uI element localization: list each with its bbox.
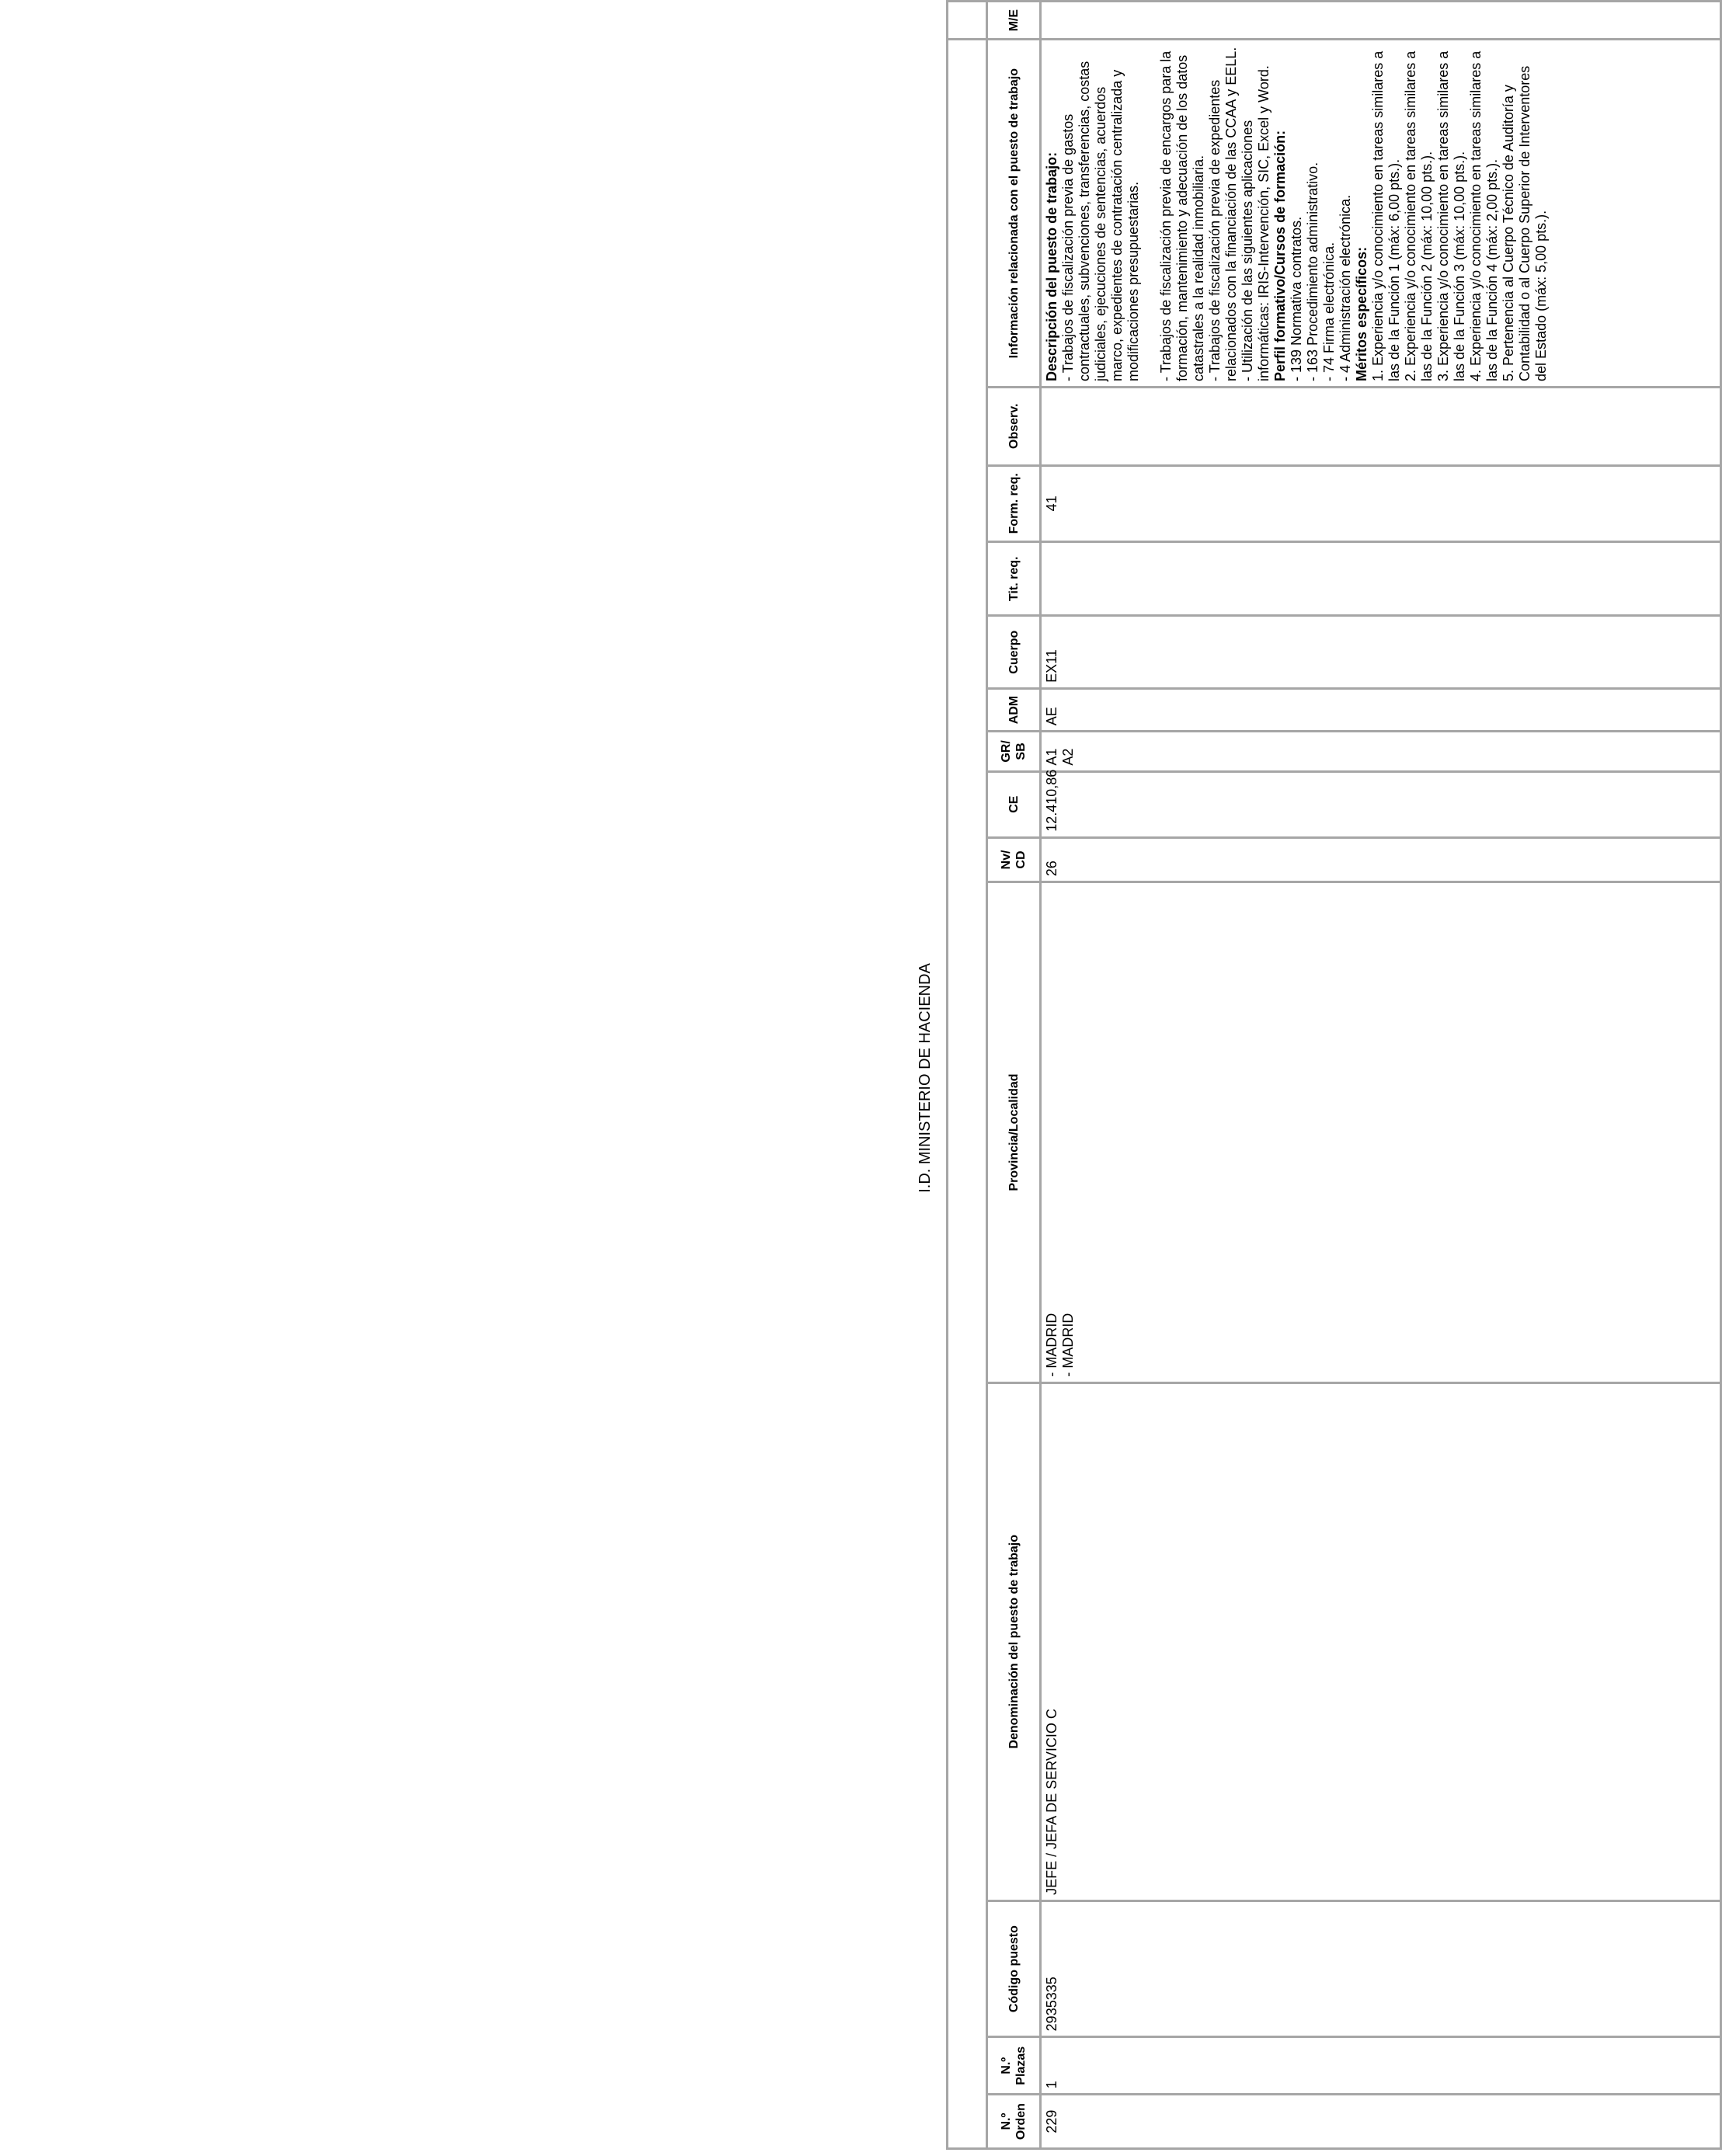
info-cell [1041, 40, 1721, 388]
top-spacer-cell [948, 40, 987, 2149]
col-info: Información relacionada con el puesto de trabajo [987, 40, 1041, 388]
col-denominacion: Denominación del puesto de trabajo [987, 1382, 1041, 1900]
perfil-item: - 163 Procedimiento administrativo. [1305, 162, 1320, 381]
header-row [987, 2, 1041, 2149]
ce-cell: 12.410,86 [1041, 771, 1721, 837]
table-row [1041, 2, 1721, 2149]
col-adm: ADM [987, 688, 1041, 731]
desc-item: - Trabajos de fiscalización previa de gastos contractuales, subvenciones, transferencias, costas judiciales, ejecuciones de sentencias, acuerdos marco, expedientes de contratación centralizada y modificaciones presupuestarias. [1060, 61, 1141, 381]
desc-title: Descripción del puesto de trabajo: [1044, 151, 1059, 381]
grupo-cell [1041, 732, 1721, 771]
plazas-cell: 1 [1041, 2037, 1721, 2095]
col-observ: Observ. [987, 387, 1041, 465]
desc-item: - Trabajos de fiscalización previa de expedientes relacionados con la financiación de las CCAA y EELL. [1207, 47, 1239, 381]
localidad-2: - MADRID [1060, 1313, 1076, 1377]
perfil-item: - 139 Normativa contratos. [1289, 216, 1304, 381]
grupo-2: A2 [1060, 748, 1076, 766]
observ-cell [1041, 387, 1721, 465]
col-codigo: Código puesto [987, 1900, 1041, 2036]
col-plazas: N.º Plazas [987, 2037, 1041, 2095]
perfil-item: - 4 Administración electrónica. [1338, 194, 1353, 381]
spacer [1142, 45, 1158, 381]
merito-item: 4. Experiencia y/o conocimiento en tareas similares a las de la Función 4 (máx: 2,00 pts.). [1468, 50, 1500, 381]
col-provincia: Provincia/Localidad [987, 882, 1041, 1383]
col-grupo: GR/ SB [987, 732, 1041, 771]
orden-cell: 229 [1041, 2095, 1721, 2149]
provincia-cell [1041, 882, 1721, 1383]
me-cell [1041, 2, 1721, 40]
me-value-cell [948, 2, 987, 40]
meritos-title: Méritos específicos: [1354, 246, 1369, 381]
col-nivel: Nv/ CD [987, 837, 1041, 882]
col-ce: CE [987, 771, 1041, 837]
col-titulacion: Tit. req. [987, 542, 1041, 616]
col-cuerpo: Cuerpo [987, 616, 1041, 688]
nivel-cell: 26 [1041, 837, 1721, 882]
desc-item: - Utilización de las siguientes aplicaciones informáticas: IRIS-Intervención, SIC, Excel y Word. [1240, 65, 1271, 381]
adm-cell: AE [1041, 688, 1721, 731]
perfil-item: - 74 Firma electrónica. [1321, 242, 1337, 381]
cuerpo-cell: EX11 [1041, 616, 1721, 688]
job-table [946, 0, 1722, 2150]
col-me: M/E [987, 2, 1041, 40]
merito-item: 3. Experiencia y/o conocimiento en tareas similares a las de la Función 3 (máx: 10,00 pts.). [1435, 50, 1467, 381]
formacion-cell: 41 [1041, 465, 1721, 542]
merito-item: 5. Pertenencia al Cuerpo Técnico de Auditoría y Contabilidad o al Cuerpo Superior de Interventores del Estado (máx: 5,00 pts.). [1501, 65, 1549, 381]
perfil-title: Perfil formativo/Cursos de formación: [1272, 130, 1288, 381]
merito-item: 2. Experiencia y/o conocimiento en tareas similares a las de la Función 2 (máx: 10,00 pts.). [1403, 50, 1435, 381]
col-formacion: Form. req. [987, 465, 1041, 542]
desc-item: - Trabajos de fiscalización previa de encargos para la formación, mantenimiento y adecuación de los datos catastrales a la realidad inmobiliaria. [1158, 50, 1206, 381]
denominacion-cell: JEFE / JEFA DE SERVICIO C [1041, 1382, 1721, 1900]
grupo-1: A1 [1044, 748, 1059, 766]
top-row [948, 2, 987, 2149]
codigo-cell: 2935335 [1041, 1900, 1721, 2036]
localidad-1: - MADRID [1044, 1313, 1059, 1377]
page-title: I.D. MINISTERIO DE HACIENDA [917, 963, 934, 1193]
titulacion-cell [1041, 542, 1721, 616]
col-orden: N.º Orden [987, 2095, 1041, 2149]
merito-item: 1. Experiencia y/o conocimiento en tareas similares a las de la Función 1 (máx: 6,00 pts.). [1370, 50, 1402, 381]
